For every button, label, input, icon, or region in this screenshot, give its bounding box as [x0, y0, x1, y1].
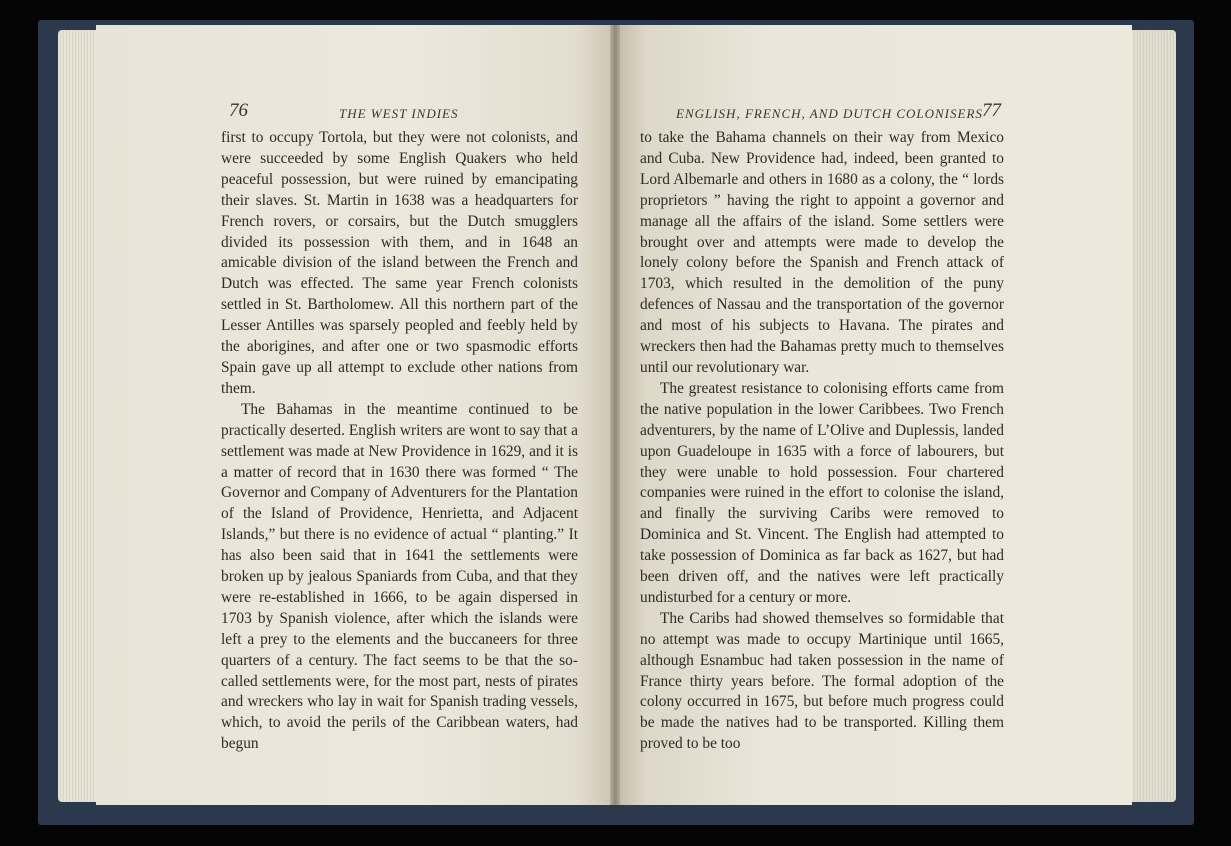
- left-page-number: 76: [229, 100, 248, 121]
- left-paragraph-1: first to occupy Tortola, but they were not colonists, and were succeeded by some English Quakers who held peaceful possession, but were ruined by emancipating their slaves. St. Martin in 1638 was a headquarters for French rovers, or corsairs, but the Dutch smugglers divided its possession with them, and in 1648 an amicable division of the island between the French and Dutch was effected. The same year French colonists settled in St. Bartholomew. All this northern part of the Lesser Antilles was sparsely peopled and feebly held by the aborigines, and after one or two spasmodic efforts Spain gave up all attempt to exclude other nations from them.: [221, 129, 578, 397]
- right-running-head: ENGLISH, FRENCH, AND DUTCH COLONISERS: [676, 106, 983, 121]
- left-running-head: THE WEST INDIES: [339, 106, 459, 121]
- book-gutter: [610, 25, 620, 805]
- right-paragraph-1: to take the Bahama channels on their way from Mexico and Cuba. New Providence had, indeed, been granted to Lord Albemarle and others in 1680 as a colony, the “ lords proprietors ” having the right to appoint a governor and manage all the affairs of the island. Some settlers were brought over and attempts were made to develop the lonely colony before the Spanish and French attack of 1703, which resulted in the demolition of the puny defences of Nassau and the transportation of the governor and most of his subjects to Havana. The pirates and wreckers then had the Bahamas pretty much to themselves until our revolutionary war.: [640, 129, 1004, 376]
- left-page-text: [221, 128, 578, 755]
- left-paragraph-2: The Bahamas in the meantime continued to be practically deserted. English writers are wont to say that a settlement was made at New Providence in 1629, and it is a matter of record that in 1630 there was formed “ The Governor and Company of Adventurers for the Plantation of the Island of Providence, Henrietta, and Adjacent Islands,” but there is no evidence of actual “ planting.” It has also been said that in 1641 the settlements were broken up by jealous Spaniards from Cuba, and that they were re-established in 1666, to be again dispersed in 1703 by Spanish violence, after which the islands were left a prey to the elements and the buccaneers for three quarters of a century. The fact seems to be that the so-called settlements were, for the most part, nests of pirates and wreckers who lay in wait for Spanish trading vessels, which, to avoid the perils of the Caribbean waters, had begun: [221, 400, 578, 753]
- right-page-text: [640, 128, 1004, 755]
- page-edges-right: [1128, 30, 1176, 802]
- page-edges-left: [58, 30, 100, 802]
- right-paragraph-2: The greatest resistance to colonising efforts came from the native population in the lower Caribbees. Two French adventurers, by the name of L’Olive and Duplessis, landed upon Guadeloupe in 1635 with a force of labourers, but they were unable to hold possession. Four chartered companies were ruined in the effort to colonise the island, and finally the surviving Caribs were removed to Dominica and St. Vincent. The English had attempted to take possession of Dominica as far back as 1627, but had been driven off, and the natives were left practically undisturbed for a century or more.: [640, 379, 1004, 606]
- right-paragraph-3: The Caribs had showed themselves so formidable that no attempt was made to occupy Martinique until 1665, although Esnambuc had taken possession in the name of France thirty years before. The formal adoption of the colony occurred in 1675, but before much progress could be made the natives had to be transported. Killing them proved to be too: [640, 609, 1004, 753]
- right-page-number: 77: [982, 100, 1001, 121]
